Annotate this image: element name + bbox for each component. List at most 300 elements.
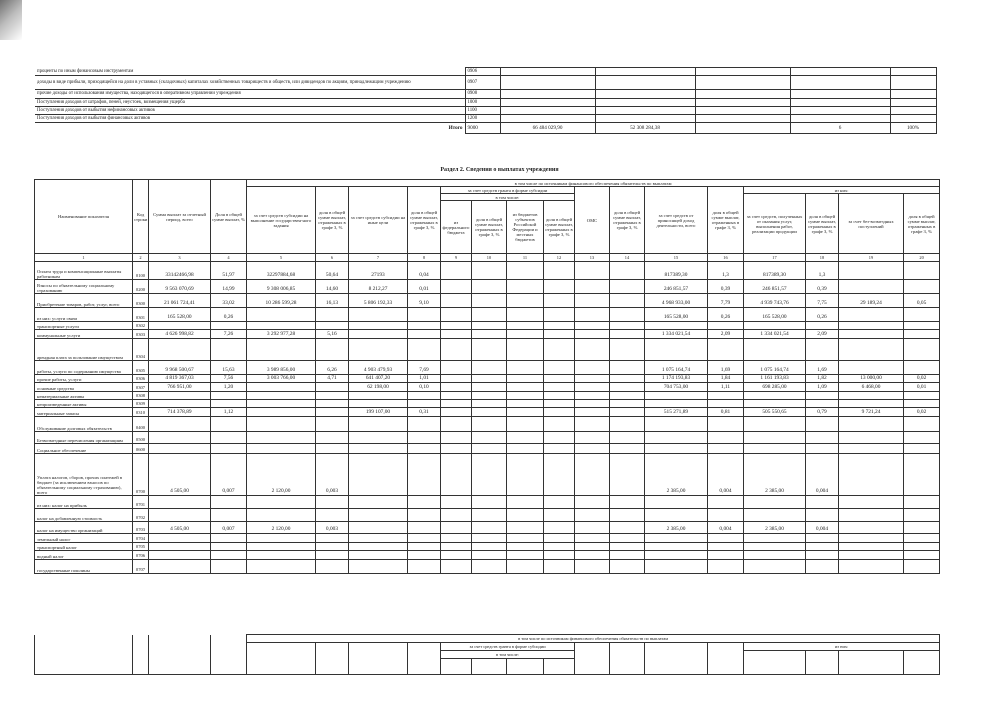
value-cell-col-3: [149, 322, 211, 330]
value-cell-col-20: [904, 391, 940, 399]
value-cell-col-16: 0,004: [708, 454, 744, 496]
value-cell-col-17: 817389,30: [744, 262, 806, 280]
value-cell-col-20: [904, 399, 940, 407]
value-cell-col-15: [645, 399, 708, 407]
header-sources: в том числе по источникам финансового обеспечения обязательств по выплатам: [247, 180, 940, 187]
value-cell-col-16: 1,3: [708, 262, 744, 280]
value-cell-col-8: [408, 454, 441, 496]
bottom-c19: [839, 651, 904, 675]
value-cell-col-20: [904, 542, 940, 550]
value-cell-col-4: 0,007: [211, 522, 247, 534]
value-cell-col-5: [247, 509, 316, 522]
value-cell-col-7: [349, 330, 408, 338]
value-cell-col-15: 704 753,00: [645, 383, 708, 391]
income-value-cell: [695, 90, 790, 98]
value-cell-col-17: [744, 551, 806, 559]
bottom-code-cell: [133, 635, 149, 675]
value-cell-col-10: [472, 417, 507, 432]
value-cell-col-8: [408, 496, 441, 509]
value-cell-col-17: 165 528,00: [744, 308, 806, 322]
value-cell-col-4: [211, 542, 247, 550]
value-cell-col-9: [441, 444, 472, 454]
column-number: 5: [247, 254, 316, 262]
value-cell-col-20: [904, 360, 940, 374]
row-code: 0703: [133, 522, 149, 534]
value-cell-col-19: [839, 534, 904, 542]
value-cell-col-7: [349, 496, 408, 509]
value-cell-col-5: 3 292 977,28: [247, 330, 316, 338]
value-cell-col-6: [316, 383, 349, 391]
value-cell-col-11: [507, 330, 544, 338]
value-cell-col-3: [149, 496, 211, 509]
value-cell-col-9: [441, 322, 472, 330]
row-name: Уплата налогов, сборов, прочих платежей в бюджет (за исключением взносов по обязательному социальному страхованию), всего: [35, 454, 133, 496]
value-cell-col-13: [575, 280, 610, 294]
value-cell-col-10: [472, 444, 507, 454]
value-cell-col-14: [610, 374, 645, 382]
value-cell-col-14: [610, 509, 645, 522]
bottom-c10: [472, 659, 507, 675]
value-cell-col-10: [472, 522, 507, 534]
value-cell-col-11: [507, 509, 544, 522]
row-code: 0306: [133, 374, 149, 382]
value-cell-col-18: [806, 444, 839, 454]
bottom-c12: [544, 659, 575, 675]
value-cell-col-3: [149, 399, 211, 407]
row-code: 0303: [133, 330, 149, 338]
table-row: [35, 330, 940, 338]
value-cell-col-6: [316, 308, 349, 322]
table-row: [35, 551, 940, 559]
value-cell-col-19: [839, 454, 904, 496]
value-cell-col-16: [708, 496, 744, 509]
header-c15: за счет средств от приносящей доход деятельности, всего: [645, 187, 708, 254]
value-cell-col-11: [507, 322, 544, 330]
value-cell-col-11: [507, 391, 544, 399]
income-row: [35, 68, 936, 76]
value-cell-col-11: [507, 408, 544, 417]
total-value-empty: [695, 123, 790, 134]
header-c11: из бюджетов субъектов Российской Федерации и местных бюджетов: [507, 201, 544, 254]
value-cell-col-18: [806, 542, 839, 550]
total-row: [35, 123, 936, 134]
value-cell-col-8: 7,69: [408, 360, 441, 374]
value-cell-col-9: [441, 338, 472, 360]
value-cell-col-12: [544, 534, 575, 542]
value-cell-col-20: [904, 432, 940, 444]
row-code: 0307: [133, 383, 149, 391]
value-cell-col-17: [744, 444, 806, 454]
value-cell-col-13: [575, 432, 610, 444]
value-cell-col-5: [247, 391, 316, 399]
value-cell-col-6: [316, 432, 349, 444]
value-cell-col-20: [904, 417, 940, 432]
value-cell-col-12: [544, 360, 575, 374]
value-cell-col-6: 50,64: [316, 262, 349, 280]
value-cell-col-15: [645, 417, 708, 432]
value-cell-col-6: [316, 542, 349, 550]
value-cell-col-12: [544, 322, 575, 330]
income-value-cell: [695, 98, 790, 106]
row-code: 0304: [133, 338, 149, 360]
value-cell-col-9: [441, 360, 472, 374]
value-cell-col-9: [441, 551, 472, 559]
value-cell-col-8: [408, 551, 441, 559]
bottom-c16: [708, 643, 744, 675]
row-name: налог на добавленную стоимость: [35, 509, 133, 522]
value-cell-col-16: 0,39: [708, 280, 744, 294]
value-cell-col-12: [544, 338, 575, 360]
value-cell-col-14: [610, 383, 645, 391]
column-number: 14: [610, 254, 645, 262]
value-cell-col-9: [441, 294, 472, 308]
value-cell-col-5: 32297884,68: [247, 262, 316, 280]
value-cell-col-18: 1,69: [806, 360, 839, 374]
value-cell-col-7: [349, 432, 408, 444]
value-cell-col-16: 0,81: [708, 408, 744, 417]
value-cell-col-3: [149, 338, 211, 360]
value-cell-col-13: [575, 383, 610, 391]
header-c8: доля в общей сумме выплат, отраженных в графе 3, %: [408, 187, 441, 254]
value-cell-col-20: 0,02: [904, 408, 940, 417]
income-value-cell: [595, 68, 695, 76]
table-row: [35, 444, 940, 454]
value-cell-col-13: [575, 534, 610, 542]
income-code: 1000: [465, 98, 500, 106]
value-cell-col-20: [904, 454, 940, 496]
value-cell-col-4: [211, 551, 247, 559]
income-row: [35, 115, 936, 123]
value-cell-col-20: [904, 308, 940, 322]
value-cell-col-13: [575, 294, 610, 308]
row-code: 0308: [133, 391, 149, 399]
value-cell-col-14: [610, 338, 645, 360]
value-cell-col-12: [544, 509, 575, 522]
value-cell-col-16: [708, 338, 744, 360]
income-code: 1200: [465, 115, 500, 123]
value-cell-col-13: [575, 542, 610, 550]
column-number: 2: [133, 254, 149, 262]
value-cell-col-16: [708, 432, 744, 444]
bottom-subsidy: за счет средств гранта в форме субсидии: [441, 643, 575, 651]
scan-shadow: [0, 0, 22, 40]
value-cell-col-6: 0,003: [316, 454, 349, 496]
table-row: [35, 399, 940, 407]
value-cell-col-10: [472, 454, 507, 496]
value-cell-col-7: 641 407,20: [349, 374, 408, 382]
income-row: [35, 76, 936, 90]
value-cell-col-8: [408, 432, 441, 444]
value-cell-col-3: [149, 417, 211, 432]
row-code: 0300: [133, 294, 149, 308]
value-cell-col-10: [472, 383, 507, 391]
value-cell-col-12: [544, 280, 575, 294]
value-cell-col-6: [316, 322, 349, 330]
value-cell-col-16: [708, 322, 744, 330]
value-cell-col-7: 199 107,00: [349, 408, 408, 417]
column-number: 16: [708, 254, 744, 262]
row-code: 0400: [133, 417, 149, 432]
value-cell-col-13: [575, 559, 610, 573]
value-cell-col-9: [441, 374, 472, 382]
income-label: доходы в виде прибыли, приходящейся на доли в уставных (складочных) капиталах хозяйственных товариществ и обществ, или дивидендов по акциям, принадлежащим учреждению: [35, 76, 465, 90]
value-cell-col-12: [544, 399, 575, 407]
value-cell-col-5: [247, 338, 316, 360]
value-cell-col-14: [610, 444, 645, 454]
value-cell-col-11: [507, 522, 544, 534]
value-cell-col-10: [472, 360, 507, 374]
value-cell-col-15: [645, 551, 708, 559]
value-cell-col-19: [839, 399, 904, 407]
value-cell-col-17: [744, 391, 806, 399]
value-cell-col-9: [441, 280, 472, 294]
value-cell-col-9: [441, 399, 472, 407]
value-cell-col-19: [839, 542, 904, 550]
table-row: [35, 454, 940, 496]
income-value-cell: [500, 68, 595, 76]
header-subsidy: за счет средств гранта в форме субсидии: [441, 187, 575, 194]
value-cell-col-3: 4 626 998,82: [149, 330, 211, 338]
row-code: 0600: [133, 444, 149, 454]
row-name: Взносы по обязательному социальному страхованию: [35, 280, 133, 294]
income-row: [35, 106, 936, 114]
value-cell-col-3: 9 968 500,67: [149, 360, 211, 374]
value-cell-col-13: [575, 454, 610, 496]
value-cell-col-14: [610, 262, 645, 280]
row-name: транспортные услуги: [35, 322, 133, 330]
value-cell-col-11: [507, 542, 544, 550]
row-code: 0200: [133, 280, 149, 294]
value-cell-col-18: 1,82: [806, 374, 839, 382]
income-value-cell: [500, 90, 595, 98]
value-cell-col-18: 0,79: [806, 408, 839, 417]
value-cell-col-11: [507, 280, 544, 294]
table-row: [35, 391, 940, 399]
value-cell-col-18: [806, 551, 839, 559]
value-cell-col-15: 1 334 021,54: [645, 330, 708, 338]
value-cell-col-15: 515 271,89: [645, 408, 708, 417]
header-c9: из федерального бюджета: [441, 201, 472, 254]
value-cell-col-9: [441, 454, 472, 496]
value-cell-col-17: [744, 559, 806, 573]
value-cell-col-13: [575, 330, 610, 338]
header-name: Наименование показателя: [35, 180, 133, 254]
total-label: Итого: [448, 125, 463, 132]
value-cell-col-10: [472, 496, 507, 509]
header-in-that: в том числе:: [441, 194, 575, 201]
income-value-cell: [890, 115, 936, 123]
value-cell-col-13: [575, 522, 610, 534]
value-cell-col-7: [349, 308, 408, 322]
header-c17: за счет средств, полученных от оказания услуг, выполнения работ, реализации продукции: [744, 194, 806, 254]
value-cell-col-8: 1,01: [408, 374, 441, 382]
total-value-3: 6: [790, 123, 890, 134]
value-cell-col-7: [349, 509, 408, 522]
value-cell-col-19: [839, 509, 904, 522]
value-cell-col-6: [316, 444, 349, 454]
column-number: 19: [839, 254, 904, 262]
value-cell-col-13: [575, 360, 610, 374]
income-value-cell: [790, 68, 890, 76]
value-cell-col-5: [247, 432, 316, 444]
value-cell-col-16: [708, 559, 744, 573]
value-cell-col-4: 15,63: [211, 360, 247, 374]
value-cell-col-11: [507, 374, 544, 382]
value-cell-col-6: [316, 338, 349, 360]
value-cell-col-18: 1,3: [806, 262, 839, 280]
column-number: 1: [35, 254, 133, 262]
table-row: [35, 432, 940, 444]
value-cell-col-11: [507, 399, 544, 407]
row-name: транспортный налог: [35, 542, 133, 550]
value-cell-col-9: [441, 408, 472, 417]
value-cell-col-3: 9 563 070,69: [149, 280, 211, 294]
value-cell-col-16: 2,09: [708, 330, 744, 338]
value-cell-col-6: 6,26: [316, 360, 349, 374]
value-cell-col-16: 0,26: [708, 308, 744, 322]
income-value-cell: [595, 98, 695, 106]
value-cell-col-15: 817389,30: [645, 262, 708, 280]
value-cell-col-18: [806, 399, 839, 407]
row-name: непроизведенные активы: [35, 399, 133, 407]
value-cell-col-7: [349, 534, 408, 542]
header-c16: доля в общей сумме выплат, отраженных в графе 3, %: [708, 187, 744, 254]
value-cell-col-4: [211, 509, 247, 522]
value-cell-col-8: 0,31: [408, 408, 441, 417]
value-cell-col-10: [472, 534, 507, 542]
value-cell-col-3: 714 378,89: [149, 408, 211, 417]
bottom-c11: [507, 659, 544, 675]
value-cell-col-13: [575, 551, 610, 559]
value-cell-col-10: [472, 280, 507, 294]
value-cell-col-14: [610, 417, 645, 432]
value-cell-col-20: [904, 509, 940, 522]
value-cell-col-10: [472, 509, 507, 522]
row-name: Социальное обеспечение: [35, 444, 133, 454]
income-row: [35, 98, 936, 106]
value-cell-col-6: [316, 559, 349, 573]
bottom-c14: [610, 643, 645, 675]
total-value-2: 52 308 284,38: [595, 123, 695, 134]
row-name: работы, услуги по содержанию имущества: [35, 360, 133, 374]
value-cell-col-19: [839, 496, 904, 509]
value-cell-col-10: [472, 262, 507, 280]
value-cell-col-8: 0,10: [408, 383, 441, 391]
payments-table: [34, 179, 940, 574]
value-cell-col-6: 5,16: [316, 330, 349, 338]
column-number: 6: [316, 254, 349, 262]
value-cell-col-10: [472, 408, 507, 417]
value-cell-col-20: [904, 496, 940, 509]
income-label: Поступления доходов от выбытия нефинансовых активов: [35, 106, 465, 114]
value-cell-col-19: [839, 551, 904, 559]
value-cell-col-12: [544, 262, 575, 280]
value-cell-col-19: [839, 391, 904, 399]
value-cell-col-20: 0,01: [904, 383, 940, 391]
value-cell-col-17: [744, 338, 806, 360]
value-cell-col-8: [408, 308, 441, 322]
header-c13: ОМС: [575, 187, 610, 254]
value-cell-col-12: [544, 383, 575, 391]
row-name: Оплата труда и компенсационные выплаты работникам: [35, 262, 133, 280]
bottom-c17: [744, 651, 806, 675]
total-value-1: 66 484 029,90: [500, 123, 595, 134]
value-cell-col-9: [441, 522, 472, 534]
value-cell-col-7: 5 806 192,33: [349, 294, 408, 308]
value-cell-col-4: 1,20: [211, 383, 247, 391]
value-cell-col-11: [507, 534, 544, 542]
value-cell-col-4: [211, 338, 247, 360]
value-cell-col-19: [839, 444, 904, 454]
value-cell-col-15: 1 075 164,74: [645, 360, 708, 374]
value-cell-col-14: [610, 399, 645, 407]
row-code: 0707: [133, 559, 149, 573]
value-cell-col-3: 766 951,00: [149, 383, 211, 391]
value-cell-col-18: 0,004: [806, 454, 839, 496]
value-cell-col-13: [575, 374, 610, 382]
value-cell-col-8: [408, 391, 441, 399]
value-cell-col-4: 0,26: [211, 308, 247, 322]
income-value-cell: [500, 115, 595, 123]
value-cell-col-8: [408, 542, 441, 550]
value-cell-col-19: 29 189,24: [839, 294, 904, 308]
value-cell-col-19: [839, 338, 904, 360]
income-value-cell: [790, 106, 890, 114]
bottom-share-cell: [211, 635, 247, 675]
value-cell-col-7: [349, 559, 408, 573]
value-cell-col-9: [441, 559, 472, 573]
value-cell-col-19: [839, 280, 904, 294]
bottom-c9: [441, 659, 472, 675]
value-cell-col-14: [610, 454, 645, 496]
row-code: 0702: [133, 509, 149, 522]
value-cell-col-16: [708, 399, 744, 407]
table-row: [35, 294, 940, 308]
row-code: 0500: [133, 432, 149, 444]
income-value-cell: [890, 76, 936, 90]
value-cell-col-5: [247, 417, 316, 432]
income-value-cell: [790, 115, 890, 123]
value-cell-col-18: 1,09: [806, 383, 839, 391]
column-number: 20: [904, 254, 940, 262]
income-code: 1100: [465, 106, 500, 114]
bottom-of-them: из них:: [744, 643, 940, 651]
value-cell-col-12: [544, 432, 575, 444]
income-value-cell: [595, 76, 695, 90]
income-table-tail: [35, 67, 937, 134]
income-value-cell: [790, 98, 890, 106]
value-cell-col-10: [472, 432, 507, 444]
value-cell-col-17: [744, 322, 806, 330]
value-cell-col-16: [708, 534, 744, 542]
table-row: [35, 408, 940, 417]
row-code: 0309: [133, 399, 149, 407]
value-cell-col-12: [544, 542, 575, 550]
value-cell-col-15: 2 385,00: [645, 454, 708, 496]
value-cell-col-9: [441, 262, 472, 280]
value-cell-col-17: 1 075 164,74: [744, 360, 806, 374]
value-cell-col-17: 4 939 743,76: [744, 294, 806, 308]
row-name: нематериальные активы: [35, 391, 133, 399]
value-cell-col-4: 51,97: [211, 262, 247, 280]
value-cell-col-15: [645, 391, 708, 399]
column-number: 10: [472, 254, 507, 262]
income-value-cell: [890, 106, 936, 114]
row-code: 0305: [133, 360, 149, 374]
value-cell-col-19: [839, 322, 904, 330]
row-name: арендная плата за пользование имуществом: [35, 338, 133, 360]
column-number: 7: [349, 254, 408, 262]
